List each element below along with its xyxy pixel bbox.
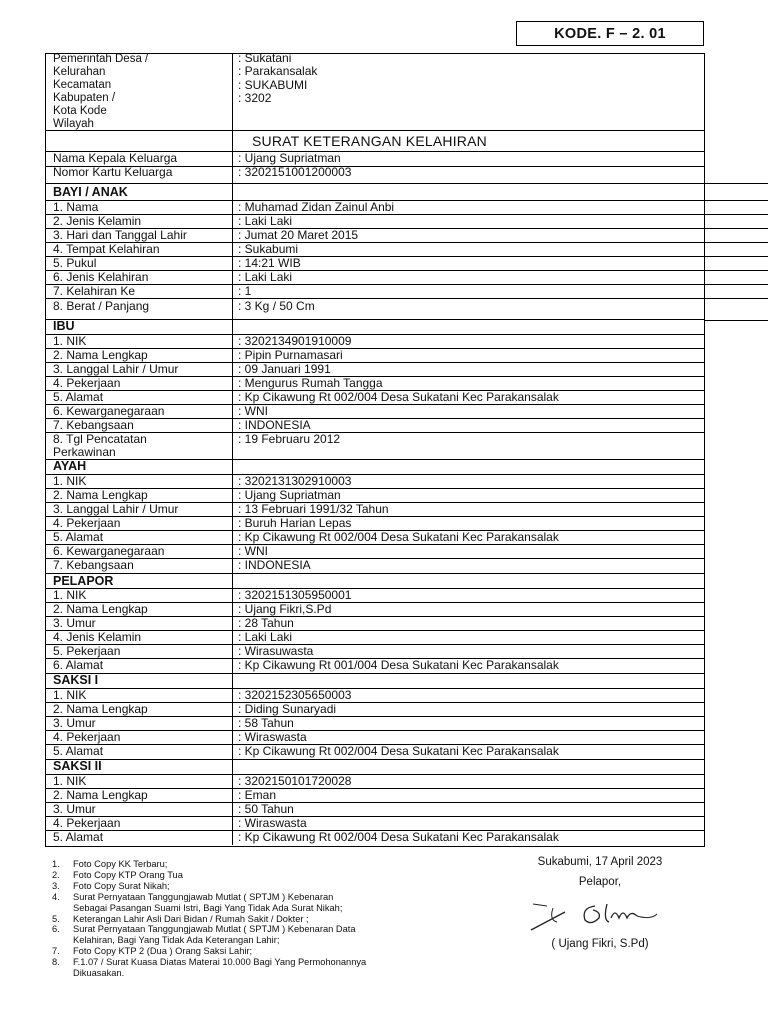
- divider: [45, 774, 704, 775]
- handwritten-signature: [525, 892, 675, 936]
- form-code: KODE. F – 2. 01: [516, 21, 704, 46]
- field-label: Nomor Kartu Keluarga: [53, 165, 173, 179]
- list-item: 7. Foto Copy KTP 2 (Dua ) Orang Saksi Lahir;: [52, 946, 253, 957]
- list-item: 1. Foto Copy KK Terbaru;: [52, 859, 168, 869]
- divider: [45, 418, 704, 419]
- header-label: Kelurahan: [53, 66, 106, 78]
- requirements-list: [52, 859, 366, 979]
- field-label: Nama Kepala Keluarga: [53, 151, 178, 165]
- list-item: 2. Foto Copy KTP Orang Tua: [52, 869, 183, 880]
- divider: [45, 459, 704, 460]
- header-value: : Sukatani: [238, 51, 292, 65]
- header-label: Wilayah: [53, 118, 94, 130]
- document-title: SURAT KETERANGAN KELAHIRAN: [252, 133, 487, 149]
- divider: [45, 516, 704, 517]
- divider: [45, 630, 704, 631]
- header-labels: [53, 53, 148, 131]
- divider: [45, 130, 704, 131]
- divider: [45, 802, 704, 803]
- header-value: : SUKABUMI: [238, 77, 308, 92]
- list-item: 6. Surat Pernyataan Tanggungjawab Mutlat ( SPTJM ) Kebenaran Data Kelahiran, Bagi Yang Tidak Ada Keterangan Lahir;: [52, 924, 356, 946]
- header-value: : Parakansalak: [238, 64, 318, 79]
- divider: [45, 474, 704, 475]
- header-value: : 3202: [238, 91, 272, 106]
- divider: [45, 214, 704, 215]
- divider: [45, 644, 704, 645]
- list-item: 5. Keterangan Lahir Asli Dari Bidan / Rumah Sakit / Dokter ;: [52, 913, 309, 924]
- field-value: : Ujang Supriatman: [238, 151, 341, 165]
- header-label: Kabupaten /: [53, 92, 116, 104]
- divider: [45, 319, 704, 320]
- divider: [45, 816, 704, 817]
- list-item: 3. Foto Copy Surat Nikah;: [52, 880, 170, 891]
- signer-role: Pelapor,: [578, 876, 622, 888]
- divider: [45, 256, 704, 257]
- list-item: 4. Surat Pernyataan Tanggungjawab Mutlat ( SPTJM ) Kebenaran Sebagai Pasangan Suami Istri, Bagi Yang Tidak Ada Surat Nikah;: [52, 891, 343, 913]
- divider: [45, 588, 704, 589]
- header-label: Kecamatan: [53, 79, 112, 91]
- place-date: Sukabumi, 17 April 2023: [537, 856, 663, 868]
- column-divider: [232, 53, 233, 845]
- side-grid: [704, 183, 768, 321]
- header-label: Kota Kode: [53, 105, 107, 117]
- signature-block: [500, 856, 700, 950]
- divider: [45, 573, 704, 574]
- divider: [45, 558, 704, 559]
- divider: [45, 730, 704, 731]
- divider: [45, 688, 704, 689]
- divider: [45, 759, 704, 760]
- divider: [45, 183, 704, 184]
- divider: [45, 673, 704, 674]
- divider: [45, 716, 704, 717]
- field-value: : 3202151001200003: [238, 165, 352, 179]
- divider: [45, 284, 704, 285]
- list-item: 8. F.1.07 / Surat Kuasa Diatas Materai 10.000 Bagi Yang Permohonannya Dikuasakan.: [52, 957, 367, 979]
- signer-name: ( Ujang Fikri, S.Pd): [551, 938, 649, 950]
- divider: [45, 334, 704, 335]
- header-label: Pemerintah Desa /: [53, 53, 149, 65]
- header-values: [238, 52, 317, 106]
- divider: [45, 616, 704, 617]
